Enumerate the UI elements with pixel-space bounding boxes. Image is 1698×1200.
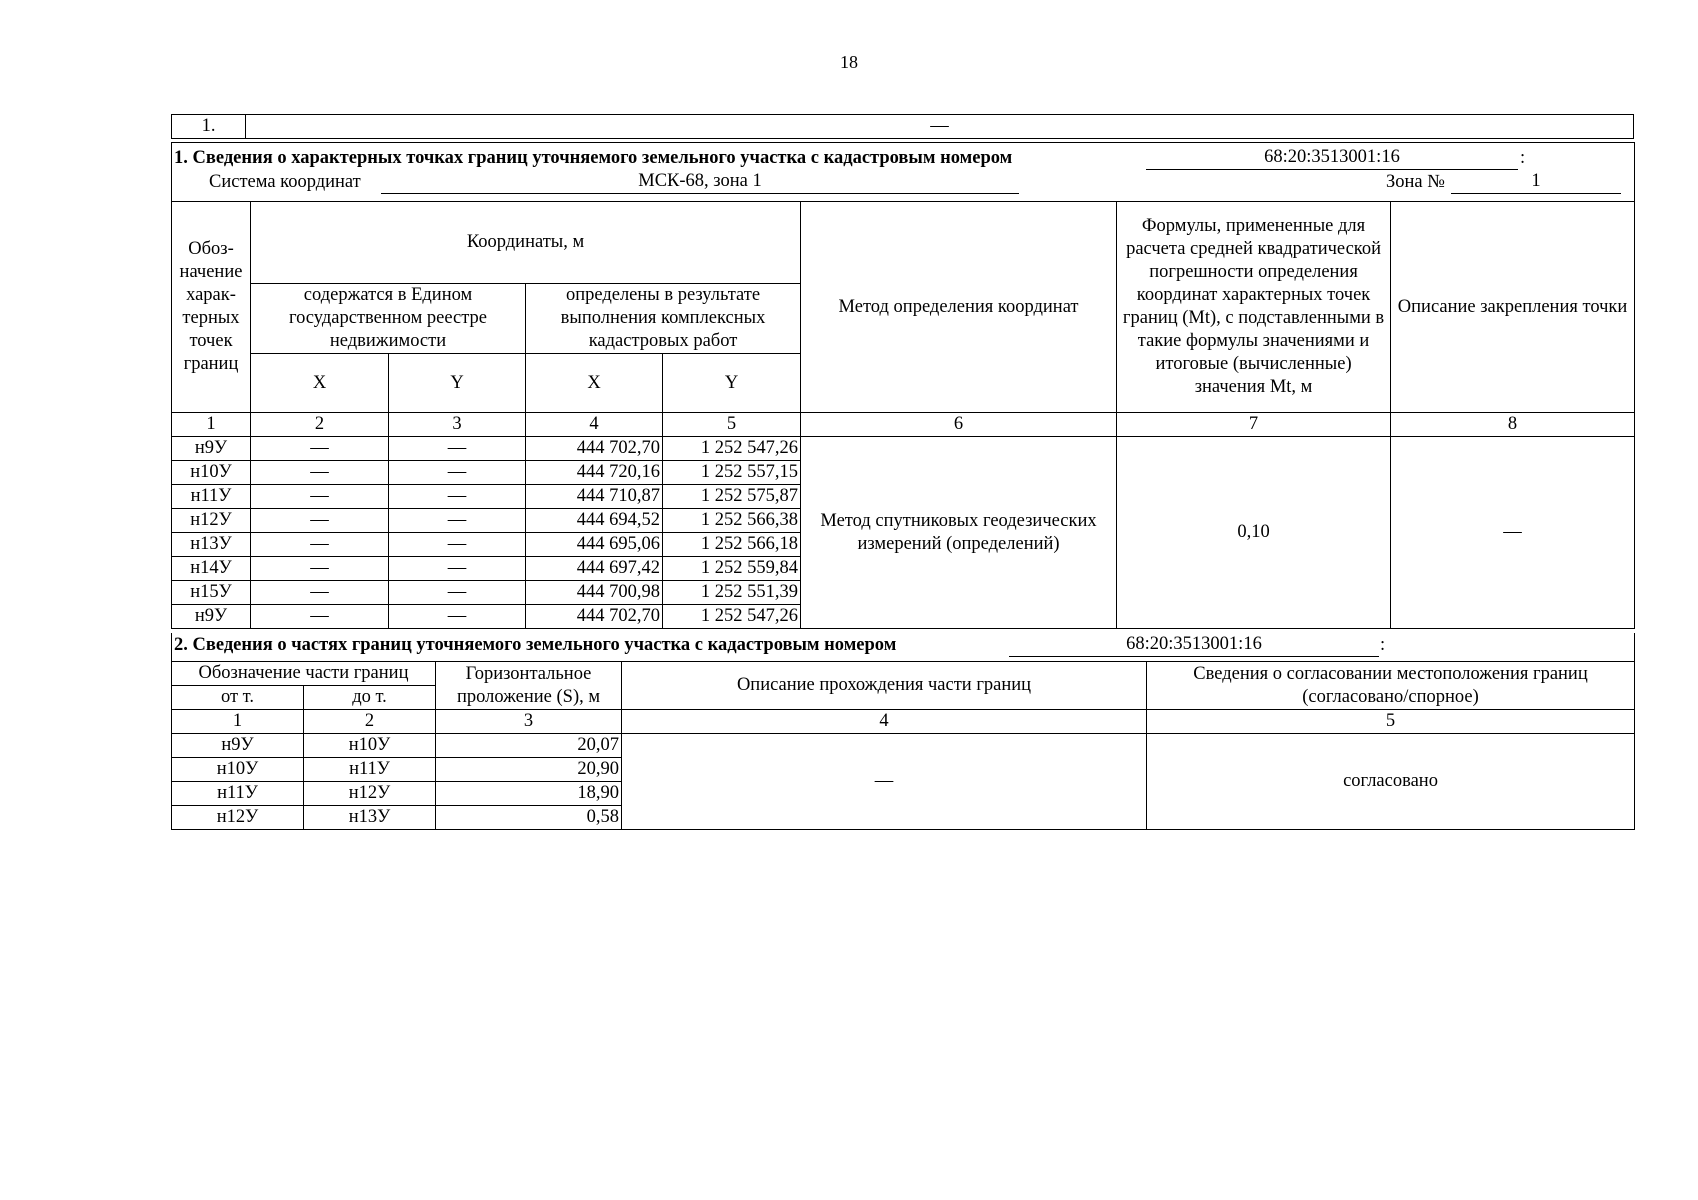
from-point: н10У (172, 758, 304, 782)
table-row (172, 734, 1635, 758)
section2-table-block (171, 661, 1634, 830)
x-egrn: — (251, 461, 389, 485)
section1-table-block (171, 201, 1634, 629)
header-designation: Обоз-начение харак-терных точек границ (172, 202, 251, 413)
x-egrn: — (251, 605, 389, 629)
col-number: 3 (389, 413, 526, 437)
x-complex: 444 702,70 (526, 605, 663, 629)
section1-cadastral-number: 68:20:3513001:16 (1146, 147, 1518, 170)
header-coordinates: Координаты, м (251, 202, 801, 284)
y-complex: 1 252 557,15 (663, 461, 801, 485)
y-egrn: — (389, 581, 526, 605)
y-egrn: — (389, 509, 526, 533)
to-point: н12У (304, 782, 436, 806)
header-to: до т. (304, 686, 436, 710)
col-number: 5 (1147, 710, 1635, 734)
column-numbers-row (172, 710, 1635, 734)
section2-table (171, 661, 1635, 830)
point-designation: н14У (172, 557, 251, 581)
x-egrn: — (251, 557, 389, 581)
point-designation: н9У (172, 605, 251, 629)
description-value: — (622, 734, 1147, 830)
header-fixing: Описание закрепления точки (1391, 202, 1635, 413)
point-designation: н12У (172, 509, 251, 533)
coord-system-value: МСК-68, зона 1 (381, 171, 1019, 194)
from-point: н12У (172, 806, 304, 830)
header-egrn: содержатся в Едином государственном реестре недвижимости (251, 284, 526, 354)
col-number: 2 (251, 413, 389, 437)
section1-table (171, 201, 1635, 629)
from-point: н9У (172, 734, 304, 758)
col-number: 4 (526, 413, 663, 437)
top-row-number: 1. (172, 115, 246, 139)
horizontal-distance: 0,58 (436, 806, 622, 830)
col-number: 6 (801, 413, 1117, 437)
col-number: 5 (663, 413, 801, 437)
point-designation: н11У (172, 485, 251, 509)
header-y-complex: Y (663, 354, 801, 413)
y-egrn: — (389, 437, 526, 461)
y-complex: 1 252 566,18 (663, 533, 801, 557)
section2-title: 2. Сведения о частях границ уточняемого земельного участка с кадастровым номером (174, 635, 897, 655)
x-egrn: — (251, 533, 389, 557)
y-complex: 1 252 575,87 (663, 485, 801, 509)
zone-label: Зона № (1386, 172, 1445, 192)
header-x-complex: X (526, 354, 663, 413)
fixing-value: — (1391, 437, 1635, 629)
x-complex: 444 694,52 (526, 509, 663, 533)
col-number: 7 (1117, 413, 1391, 437)
y-complex: 1 252 547,26 (663, 605, 801, 629)
y-egrn: — (389, 605, 526, 629)
coord-system-label: Система координат (209, 172, 361, 192)
col-number: 2 (304, 710, 436, 734)
section1-title: 1. Сведения о характерных точках границ уточняемого земельного участка с кадастровым номером (174, 148, 1013, 168)
header-from: от т. (172, 686, 304, 710)
to-point: н10У (304, 734, 436, 758)
y-complex: 1 252 559,84 (663, 557, 801, 581)
point-designation: н15У (172, 581, 251, 605)
header-formulas: Формулы, примененные для расчета средней квадратической погрешности определения координат характерных точек границ (Mt), с подставленными в такие формулы значениями и итоговые (вычисленные) значения Mt, м (1117, 202, 1391, 413)
x-egrn: — (251, 509, 389, 533)
header-horizontal: Горизонтальное проложение (S), м (436, 662, 622, 710)
to-point: н11У (304, 758, 436, 782)
x-complex: 444 710,87 (526, 485, 663, 509)
top-row-value: — (246, 115, 1634, 139)
section2-colon: : (1380, 635, 1386, 655)
y-egrn: — (389, 461, 526, 485)
x-complex: 444 700,98 (526, 581, 663, 605)
y-egrn: — (389, 533, 526, 557)
col-number: 4 (622, 710, 1147, 734)
section2-cadastral-number: 68:20:3513001:16 (1009, 634, 1379, 657)
y-complex: 1 252 566,38 (663, 509, 801, 533)
x-complex: 444 695,06 (526, 533, 663, 557)
zone-value: 1 (1451, 171, 1621, 194)
horizontal-distance: 18,90 (436, 782, 622, 806)
col-number: 8 (1391, 413, 1635, 437)
header-y-egrn: Y (389, 354, 526, 413)
page-number: 18 (840, 52, 858, 72)
x-complex: 444 702,70 (526, 437, 663, 461)
col-number: 1 (172, 413, 251, 437)
header-complex: определены в результате выполнения комплексных кадастровых работ (526, 284, 801, 354)
x-egrn: — (251, 485, 389, 509)
horizontal-distance: 20,07 (436, 734, 622, 758)
header-method: Метод определения координат (801, 202, 1117, 413)
col-number: 1 (172, 710, 304, 734)
method-value: Метод спутниковых геодезических измерений (определений) (801, 437, 1117, 629)
point-designation: н13У (172, 533, 251, 557)
table-row (172, 437, 1635, 461)
top-row-table (171, 114, 1634, 139)
top-row-block (171, 114, 1634, 139)
horizontal-distance: 20,90 (436, 758, 622, 782)
agreement-value: согласовано (1147, 734, 1635, 830)
y-egrn: — (389, 485, 526, 509)
x-complex: 444 697,42 (526, 557, 663, 581)
section1-colon: : (1520, 148, 1526, 168)
y-egrn: — (389, 557, 526, 581)
column-numbers-row (172, 413, 1635, 437)
point-designation: н9У (172, 437, 251, 461)
header-agreement: Сведения о согласовании местоположения границ (согласовано/спорное) (1147, 662, 1635, 710)
x-complex: 444 720,16 (526, 461, 663, 485)
y-complex: 1 252 547,26 (663, 437, 801, 461)
header-x-egrn: X (251, 354, 389, 413)
y-complex: 1 252 551,39 (663, 581, 801, 605)
x-egrn: — (251, 437, 389, 461)
header-part-designation: Обозначение части границ (172, 662, 436, 686)
header-description: Описание прохождения части границ (622, 662, 1147, 710)
from-point: н11У (172, 782, 304, 806)
mt-value: 0,10 (1117, 437, 1391, 629)
to-point: н13У (304, 806, 436, 830)
x-egrn: — (251, 581, 389, 605)
point-designation: н10У (172, 461, 251, 485)
col-number: 3 (436, 710, 622, 734)
